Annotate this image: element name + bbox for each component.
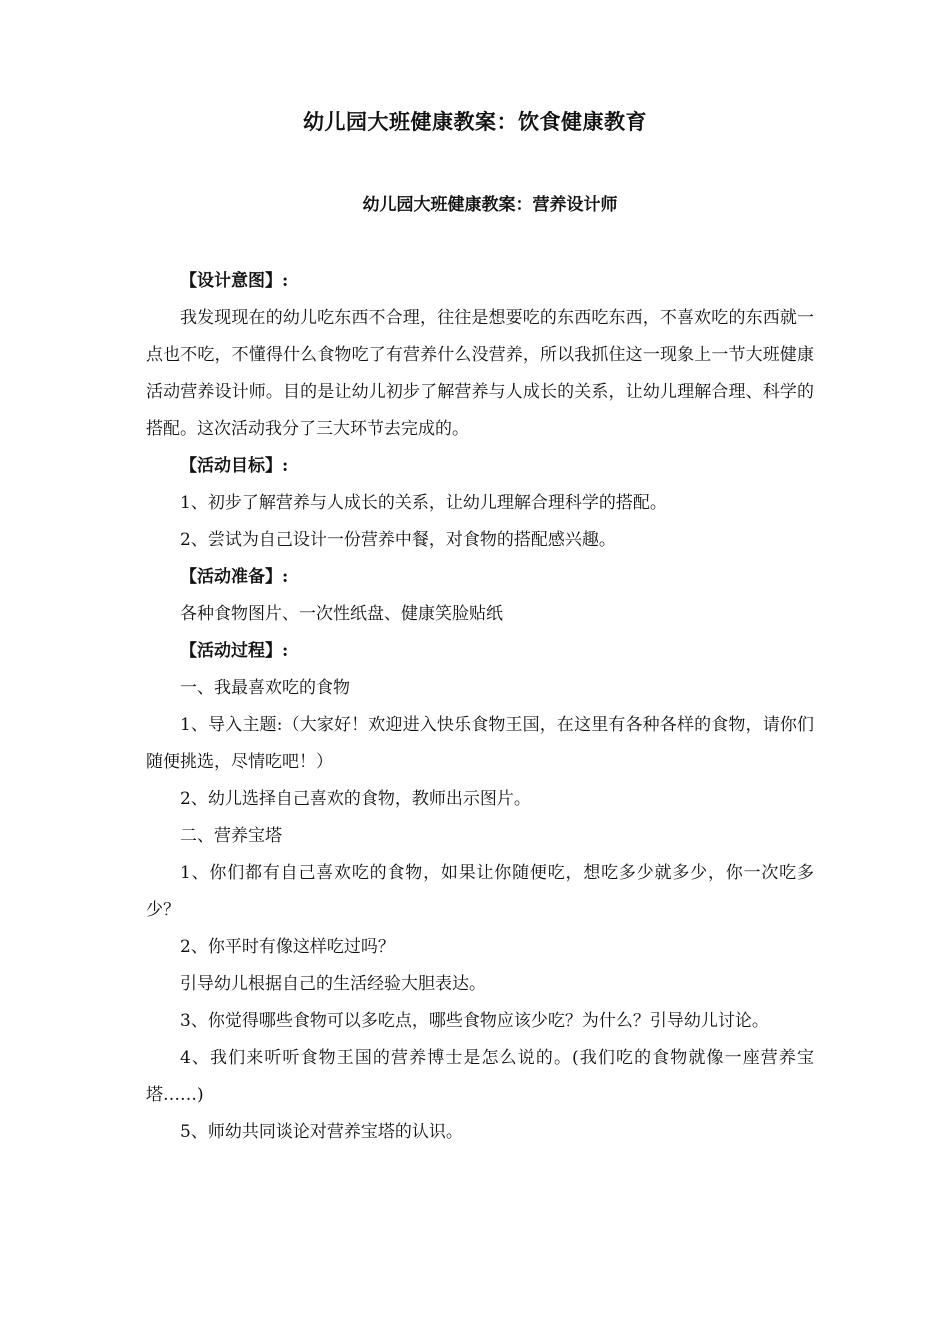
process-item: 2、你平时有像这样吃过吗？ xyxy=(180,937,395,957)
section-heading-process: 【活动过程】: xyxy=(180,641,289,661)
section-heading-goals: 【活动目标】: xyxy=(180,456,289,476)
document-subtitle: 幼儿园大班健康教案：营养设计师 xyxy=(362,195,618,215)
process-item: 2、幼儿选择自己喜欢的食物，教师出示图片。 xyxy=(180,789,531,809)
process-item: 3、你觉得哪些食物可以多吃点，哪些食物应该少吃？为什么？引导幼儿讨论。 xyxy=(180,1011,769,1031)
process-item: 引导幼儿根据自己的生活经验大胆表达。 xyxy=(180,974,486,994)
section-heading-preparation: 【活动准备】: xyxy=(180,567,289,587)
design-intent-paragraph: 我发现现在的幼儿吃东西不合理，往往是想要吃的东西吃东西，不喜欢吃的东西就一点也不吃，不懂得什么食物吃了有营养什么没营养，所以我抓住这一现象上一节大班健康活动营养设计师。目的是让幼儿初步了解营养与人成长的关系，让幼儿理解合理、科学的搭配。这次活动我分了三大环节去完成的。 xyxy=(146,308,814,439)
document-body xyxy=(146,263,814,1151)
process-item: 5、师幼共同谈论对营养宝塔的认识。 xyxy=(180,1122,463,1142)
section-heading-design-intent: 【设计意图】: xyxy=(180,271,289,291)
process-item: 1、你们都有自己喜欢吃的食物，如果让你随便吃，想吃多少就多少，你一次吃多少？ xyxy=(146,863,814,920)
document-title: 幼儿园大班健康教案：饮食健康教育 xyxy=(303,109,647,134)
goal-item: 2、尝试为自己设计一份营养中餐，对食物的搭配感兴趣。 xyxy=(180,530,616,550)
preparation-paragraph: 各种食物图片、一次性纸盘、健康笑脸贴纸 xyxy=(180,604,503,624)
process-part-title: 二、营养宝塔 xyxy=(180,826,282,846)
process-item: 1、导入主题:（大家好！欢迎进入快乐食物王国，在这里有各种各样的食物，请你们随便挑选，尽情吃吧！） xyxy=(146,715,814,772)
goal-item: 1、初步了解营养与人成长的关系，让幼儿理解合理科学的搭配。 xyxy=(180,493,667,513)
process-item: 4、我们来听听食物王国的营养博士是怎么说的。(我们吃的食物就像一座营养宝塔……) xyxy=(146,1048,814,1105)
process-part-title: 一、我最喜欢吃的食物 xyxy=(180,678,350,698)
